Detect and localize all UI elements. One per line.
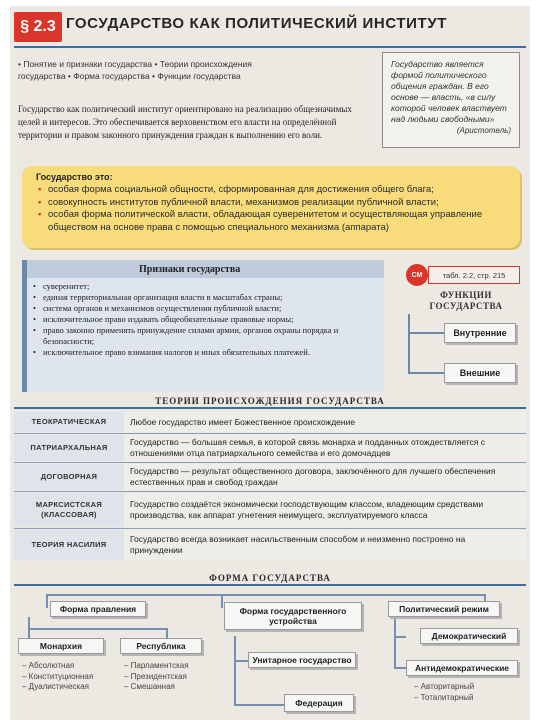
definition-box — [22, 166, 520, 248]
sign-item: • исключительное право взимания налогов и иных обязательных платежей. — [33, 347, 378, 358]
unitary-state-box: Унитарное государство — [248, 652, 356, 668]
forms-connector — [166, 628, 168, 638]
definition-item: • особая форма социальной общности, сформированная для достижения общего блага; — [36, 184, 510, 197]
republic-type: – Президентская — [124, 672, 220, 683]
quote-box — [382, 52, 520, 148]
signs-box — [22, 260, 384, 392]
functions-connector — [408, 372, 444, 374]
republic-type: – Парламентская — [124, 661, 220, 672]
topics-list — [18, 58, 348, 82]
definition-heading: Государство это: — [36, 172, 113, 182]
forms-connector — [28, 628, 168, 630]
theory-text: Любое государство имеет Божественное происхождение — [124, 412, 526, 432]
monarchy-type: – Конституционная — [22, 672, 118, 683]
antidemocratic-type: – Авторитарный — [414, 682, 514, 693]
sign-item: • исключительное право издавать общеобязательные правовые нормы; — [33, 314, 378, 325]
antidemocratic-box: Антидемократические — [406, 660, 518, 676]
theory-row — [14, 464, 526, 490]
topics-line-1: • Понятие и признаки государства • Теории происхождения — [18, 59, 252, 69]
definition-item: • особая форма политической власти, обладающая суверенитетом и осуществляющая управление обществом на основе права с помощью специального механизма (аппарата) — [36, 209, 510, 234]
signs-list — [27, 278, 384, 361]
forms-rule — [14, 584, 526, 586]
table-reference: табл. 2.2, стр. 215 — [428, 266, 520, 284]
forms-connector — [46, 594, 48, 608]
theories-rule — [14, 407, 526, 409]
political-regime-box: Политический режим — [388, 601, 500, 617]
topics-line-2: государства • Форма государства • Функции государства — [18, 71, 241, 81]
definition-item: • совокупность институтов публичной власти, механизмов реализации публичной власти; — [36, 197, 510, 210]
forms-connector — [394, 636, 406, 638]
forms-connector — [394, 667, 406, 669]
functions-title: ФУНКЦИИ ГОСУДАРСТВА — [429, 290, 503, 311]
signs-heading: Признаки государства — [27, 260, 384, 278]
theory-separator — [14, 528, 526, 529]
theory-name: ПАТРИАРХАЛЬНАЯ — [14, 435, 124, 461]
forms-connector — [394, 617, 396, 669]
antidemocratic-type: – Тоталитарный — [414, 693, 514, 704]
federation-box: Федерация — [284, 694, 354, 712]
form-of-government-box: Форма правления — [50, 601, 146, 617]
title-rule — [14, 46, 526, 48]
sign-item: • суверенитет; — [33, 281, 378, 292]
sign-item: • единая территориальная организация власти в масштабах страны; — [33, 292, 378, 303]
forms-connector — [234, 636, 236, 706]
monarchy-types — [22, 661, 118, 693]
theory-name: МАРКСИСТСКАЯ (КЛАССОВАЯ) — [14, 493, 124, 527]
theory-name: ТЕОРИЯ НАСИЛИЯ — [14, 530, 124, 560]
functions-connector — [408, 314, 410, 374]
functions-inner-box: Внутренние — [444, 323, 516, 343]
quote-text: Государство является формой политического общения граждан. В его основе — власть, «в силу которой человек властвует над людьми свободными» — [391, 59, 507, 124]
democratic-box: Демократический — [420, 628, 518, 644]
section-badge: § 2.3 — [14, 12, 62, 42]
forms-title: ФОРМА ГОСУДАРСТВА — [209, 573, 331, 583]
forms-connector — [46, 594, 486, 596]
republic-type: – Смешанная — [124, 682, 220, 693]
textbook-page — [10, 6, 530, 720]
theory-name: ДОГОВОРНАЯ — [14, 464, 124, 490]
republic-types — [124, 661, 220, 693]
theory-text: Государство — результат общественного договора, заключённого для лучшего обеспечения естественных прав и свобод граждан — [124, 464, 526, 490]
republic-box: Республика — [120, 638, 202, 654]
quote-author: (Аристотель) — [456, 126, 511, 135]
theory-row — [14, 435, 526, 461]
theory-text: Государство всегда возникает насильственным способом и неизменно построено на принуждении — [124, 530, 526, 560]
monarchy-type: – Абсолютная — [22, 661, 118, 672]
theories-title: ТЕОРИИ ПРОИСХОЖДЕНИЯ ГОСУДАРСТВА — [155, 396, 385, 406]
sign-item: • право законно применять принуждение силами армии, органов охраны порядка и безопасности; — [33, 325, 378, 347]
intro-paragraph: Государство как политический институт ориентировано на реализацию общезначимых целей и интересов. Это обеспечивается верховенством его власти на определённой территории и правом законного принуждения граждан к выполнению его воли. — [18, 104, 352, 140]
theory-separator — [14, 462, 526, 463]
theory-row — [14, 530, 526, 560]
theory-separator — [14, 433, 526, 434]
monarchy-type: – Дуалистическая — [22, 682, 118, 693]
theory-separator — [14, 491, 526, 492]
sm-badge: СМ — [406, 264, 428, 286]
sign-item: • система органов и механизмов осуществления публичной власти; — [33, 303, 378, 314]
theory-name: ТЕОКРАТИЧЕСКАЯ — [14, 412, 124, 432]
page-title: ГОСУДАРСТВО КАК ПОЛИТИЧЕСКИЙ ИНСТИТУТ — [66, 15, 448, 32]
functions-connector — [408, 332, 444, 334]
theory-text: Государство — большая семья, в которой связь монарха и подданных отождествляется с отношениями отца патриархального семейства и его домочадцев — [124, 435, 526, 461]
forms-connector — [221, 594, 223, 608]
forms-connector — [234, 704, 284, 706]
theory-row — [14, 493, 526, 527]
theory-row — [14, 412, 526, 432]
functions-outer-box: Внешние — [444, 363, 516, 383]
state-structure-box: Форма государственного устройства — [224, 602, 362, 630]
antidemocratic-types — [414, 682, 514, 703]
monarchy-box: Монархия — [18, 638, 104, 654]
theory-text: Государство создаётся экономически господствующим классом, владеющим средствами производства, как аппарат угнетения неимущего, эксплуатируемого класса — [124, 493, 526, 527]
forms-connector — [234, 660, 248, 662]
